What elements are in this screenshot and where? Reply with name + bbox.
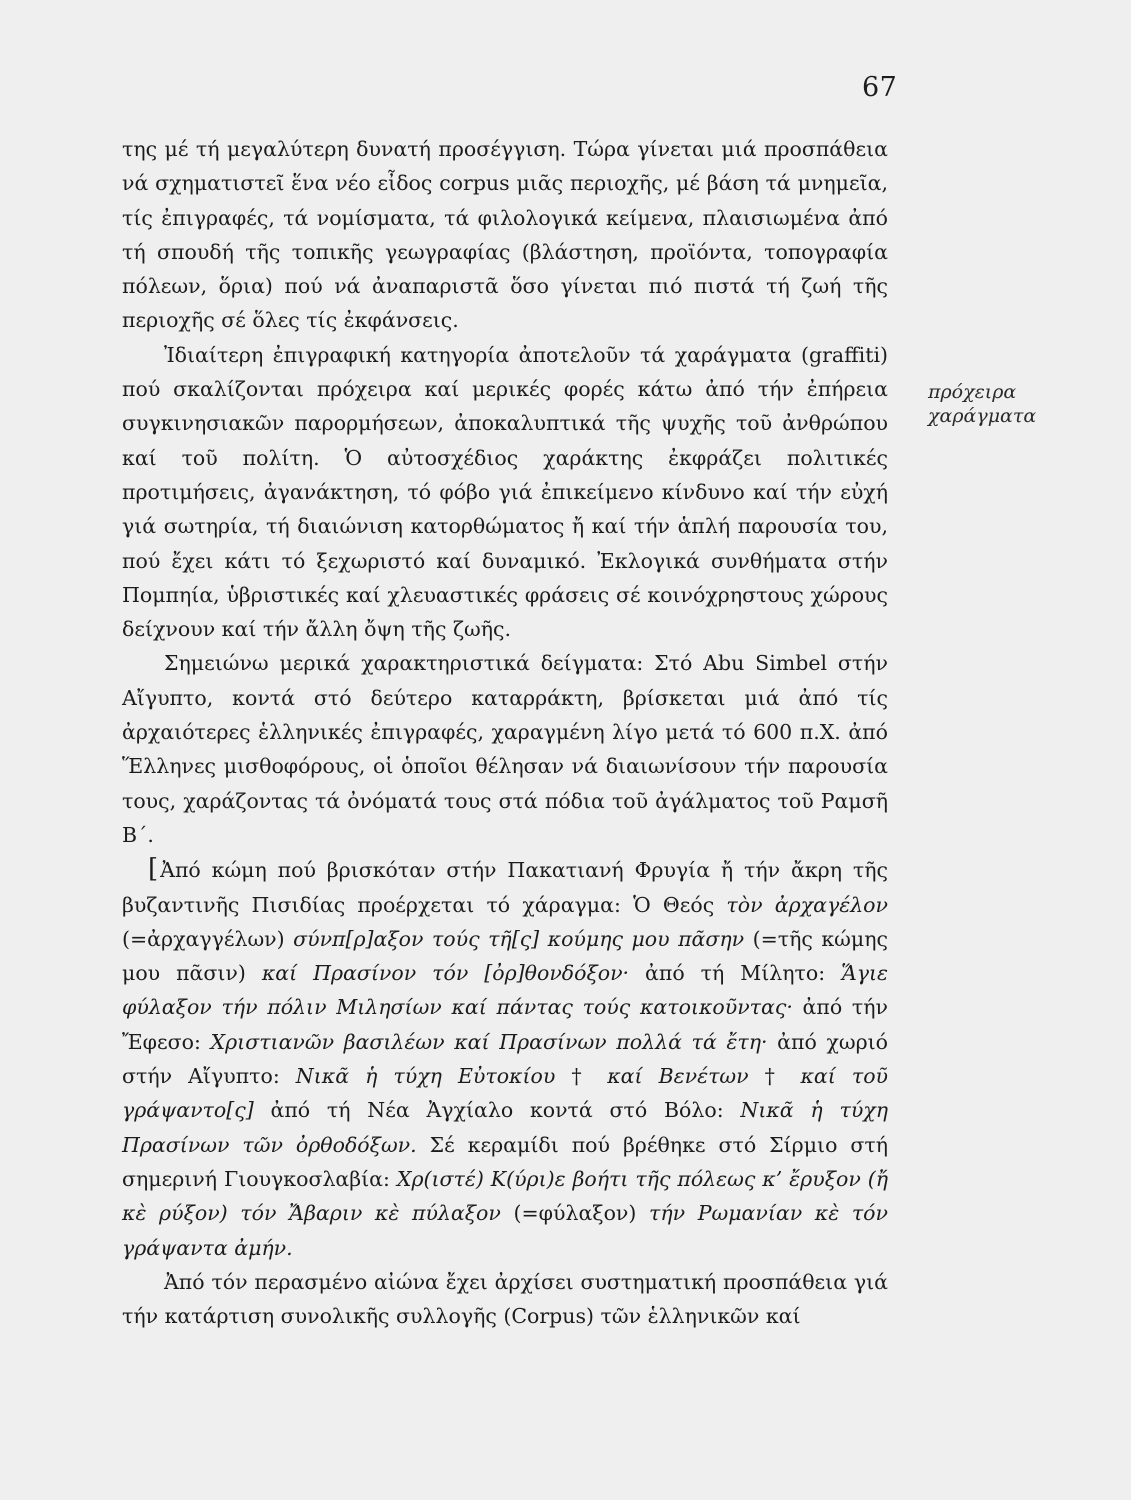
paragraph-2: Ἰδιαίτερη ἐπιγραφική κατηγορία ἀποτελοῦν τά χαράγματα (graffiti) πού σκαλίζονται πρόχειρα καί μερικές φορές κάτω ἀπό τήν ἐπήρεια συγκινησιακῶν παρορμήσεων, ἀποκαλυπτικά τῆς ψυχῆς τοῦ ἀνθρώπου καί τοῦ πολίτη. Ὁ αὐτοσχέδιος χαράκτης ἐκφράζει πολιτικές προτιμήσεις, ἀγανάκτηση, τό φόβο γιά ἐπικείμενο κίνδυνο καί τήν εὐχή γιά σωτηρία, τή διαιώνιση κατορθώματος ἤ καί τήν ἁπλή παρουσία του, πού ἔχει κάτι τό ξεχωριστό καί δυναμικό. Ἐκλογικά συνθήματα στήν Πομπηία, ὑβριστικές καί χλευαστικές φράσεις σέ κοινόχρηστους χώρους δείχνουν καί τήν ἄλλη ὄψη τῆς ζωῆς. xyxy=(122,342,888,642)
p4-text-1: Ἀπό κώμη πού βρισκόταν στήν Πακατιανή Φρυγία ἤ τήν ἄκρη τῆς βυζαντινῆς Πισιδίας προέρχεται τό χάραγμα: Ὁ Θεός xyxy=(122,858,888,917)
body-text xyxy=(122,132,888,1333)
p4-italic-4: Ἅγιε φύλαξον τήν πόλιν Μιλησίων καί πάντας τούς κατοικοῦντας· xyxy=(122,961,888,1020)
p4-italic-7: καί Βενέτων xyxy=(607,1064,749,1089)
p4-text-4: ἀπό τή Μίλητο: xyxy=(629,961,842,986)
p4-italic-9: Νικᾶ ἡ τύχη Πρασίνων τῶν ὀρθοδόξων. xyxy=(122,1098,888,1157)
p4-italic-1: τὸν ἀρχαγέλον xyxy=(726,892,888,917)
p4-italic-2: σύνπ[ρ]αξον τούς τῆ[ς] κούμης μου πᾶσην xyxy=(293,926,745,951)
p4-text-2: (=ἀρχαγγέλων) xyxy=(122,926,294,951)
paragraph-4 xyxy=(122,852,888,1265)
p4-italic-3: καί Πρασίνον τόν [ὀρ]θονδόξον· xyxy=(261,961,630,986)
p4-text-7: † xyxy=(555,1064,608,1089)
p4-text-3: (=τῆς κώμης μου πᾶσιν) xyxy=(122,926,888,986)
bracket-mark: [ xyxy=(148,854,159,885)
p4-italic-8: καί τοῦ γράψαντο[ς] xyxy=(122,1064,888,1123)
p4-italic-5: Χριστιανῶν βασιλέων καί Πρασίνων πολλά τά ἔτη· xyxy=(210,1029,768,1054)
p4-italic-11: τήν Ρωμανίαν κὲ τόν γράψαντα ἀμήν. xyxy=(122,1201,888,1260)
p4-text-9: ἀπό τή Νέα Ἀγχίαλο κοντά στό Βόλο: xyxy=(253,1098,741,1123)
margin-note xyxy=(928,380,1098,428)
margin-note-line-2: χαράγματα xyxy=(928,405,1037,427)
margin-note-line-1: πρόχειρα xyxy=(928,381,1017,403)
p4-text-6: ἀπό χωριό στήν Αἴγυπτο: xyxy=(122,1029,889,1089)
p4-text-8: † xyxy=(748,1064,801,1089)
page-number: 67 xyxy=(862,72,898,103)
p4-text-10: Σέ κεραμίδι πού βρέθηκε στό Σίρμιο στή σημερινή Γιουγκοσλαβία: xyxy=(122,1132,888,1191)
paragraph-5: Ἀπό τόν περασμένο αἰώνα ἔχει ἀρχίσει συστηματική προσπάθεια γιά τήν κατάρτιση συνολικῆς συλλογῆς (Corpus) τῶν ἑλληνικῶν καί xyxy=(122,1269,888,1329)
paragraph-3: Σημειώνω μερικά χαρακτηριστικά δείγματα: Στό Abu Simbel στήν Αἴγυπτο, κοντά στό δεύτερο καταρράκτη, βρίσκεται μιά ἀπό τίς ἀρχαιότερες ἑλληνικές ἐπιγραφές, χαραγμένη λίγο μετά τό 600 π.Χ. ἀπό Ἕλληνες μισθοφόρους, οἱ ὁποῖοι θέλησαν νά διαιωνίσουν τήν παρουσία τους, χαράζοντας τά ὀνόματά τους στά πόδια τοῦ ἀγάλματος τοῦ Ραμσῆ Β΄. xyxy=(122,651,888,847)
p4-italic-6: Νικᾶ ἡ τύχη Εὐτοκίου xyxy=(295,1064,556,1089)
p4-text-5: ἀπό τήν Ἔφεσο: xyxy=(122,995,888,1054)
p4-text-11: (=φύλαξον) xyxy=(500,1201,649,1226)
paragraph-1: της μέ τή μεγαλύτερη δυνατή προσέγγιση. Τώρα γίνεται μιά προσπάθεια νά σχηματιστεῖ ἕνα νέο εἶδος corpus μιᾶς περιοχῆς, μέ βάση τά μνημεῖα, τίς ἐπιγραφές, τά νομίσματα, τά φιλολογικά κείμενα, πλαισιωμένα ἀπό τή σπουδή τῆς τοπικῆς γεωγραφίας (βλάστηση, προϊόντα, τοπογραφία πόλεων, ὅρια) πού νά ἀναπαριστᾶ ὅσο γίνεται πιό πιστά τή ζωή τῆς περιοχῆς σέ ὅλες τίς ἐκφάνσεις. xyxy=(122,137,888,333)
p4-italic-10: Χρ(ιστέ) Κ(ύρι)ε βοήτι τῆς πόλεως κ’ ἔρυξον (ἤ κὲ ρύξον) τόν Ἄβαριν κὲ πύλαξον xyxy=(122,1166,888,1226)
